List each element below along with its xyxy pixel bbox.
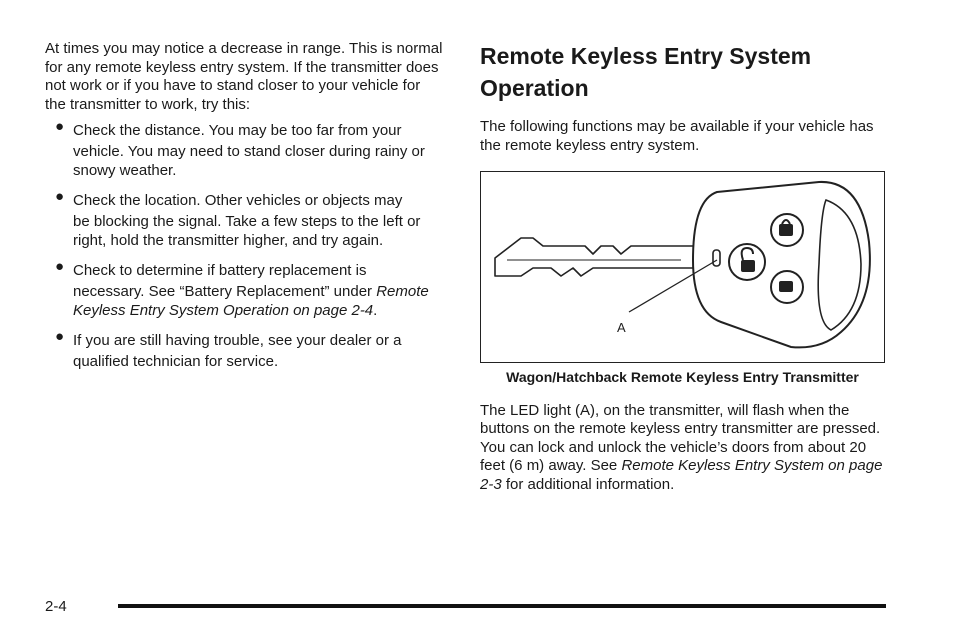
intro-paragraph: At times you may notice a decrease in range. This is normal for any remote keyless entry system. If the transmitter does not work or if you have to stand closer to your vehicle for the transmitter to work, try this:	[45, 40, 443, 113]
list-item: ● Check the distance. You may be too far from your vehicle. You may need to stand closer during rainy or snowy weather.	[55, 118, 425, 179]
list-item: ● If you are still having trouble, see your dealer or a qualified technician for service.	[55, 328, 402, 370]
figure-caption: Wagon/Hatchback Remote Keyless Entry Transmitter	[506, 369, 859, 385]
bullet-icon: ●	[55, 258, 65, 275]
section-heading: Remote Keyless Entry System Operation	[480, 43, 812, 101]
left-column	[45, 40, 445, 384]
right-column	[480, 40, 890, 494]
page-number: 2-4	[45, 598, 67, 615]
bullet-icon: ●	[55, 188, 65, 205]
callout-label: A	[617, 320, 626, 335]
footer-rule	[118, 604, 886, 608]
key-blade	[495, 238, 696, 276]
led-light-icon	[713, 250, 720, 266]
section-intro: The following functions may be available if your vehicle has the remote keyless entry system.	[480, 118, 874, 154]
bullet-icon: ●	[55, 328, 65, 345]
key-fob-illustration	[481, 172, 883, 361]
troubleshooting-list	[45, 119, 445, 372]
transmitter-figure	[480, 171, 885, 363]
list-item: ● Check to determine if battery replacement is necessary. See “Battery Replacement” under Remote Keyless Entry System Operation on page 2-4.	[55, 258, 429, 319]
bullet-icon: ●	[55, 118, 65, 135]
cross-reference-link[interactable]: Remote Keyless Entry System on page 2-3	[480, 457, 883, 493]
list-item: ● Check the location. Other vehicles or objects may be blocking the signal. Take a few steps to the left or right, hold the transmitter higher, and try again.	[55, 188, 421, 249]
led-paragraph: The LED light (A), on the transmitter, will flash when the buttons on the remote keyless entry transmitter are pressed. You can lock and unlock the vehicle’s doors from about 20 feet (6 m) away. See Remote Keyless Entry System on page 2-3 for additional information.	[480, 401, 883, 493]
cross-reference-link[interactable]: Remote Keyless Entry System Operation on page 2-4	[73, 283, 429, 319]
